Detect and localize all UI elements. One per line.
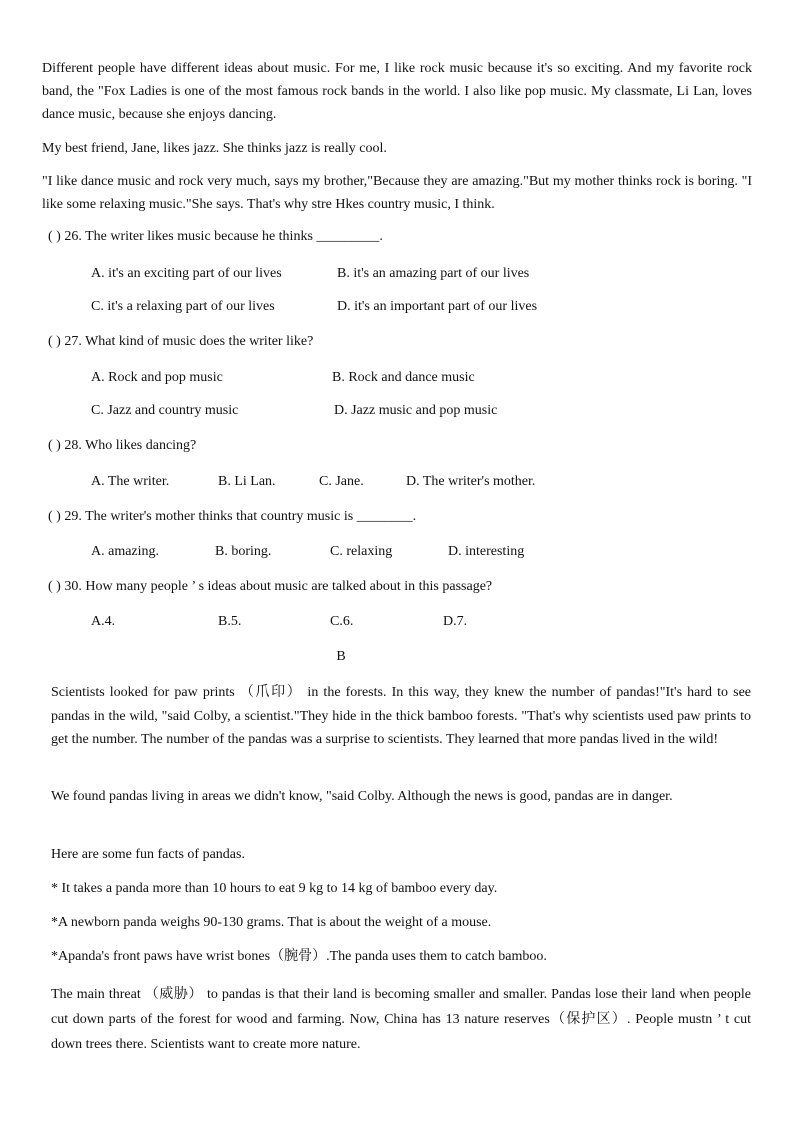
answer-blank[interactable]: ( ) [48,334,61,349]
paragraph-text: *Apanda's front paws have wrist bones（腕骨）.The panda uses them to catch bamboo. [51,949,547,964]
question-30 [48,579,492,595]
passage-b-paragraph-3 [51,843,751,867]
question-29 [48,509,416,525]
option-a: A. amazing. [91,544,160,559]
option-c: C. Jazz and country music [91,403,239,418]
paragraph-text: Scientists looked for paw prints （爪印） in the forests. In this way, they knew the number of pandas!"It's hard to see pandas in the wild, "said Colby, a scientist."They hide in the thick bamboo forests. "That's why scientists used paw prints to get the number. The number of the pandas was a surprise to scientists. They learned that more pandas lived in the wild! [51,685,751,747]
question-28 [48,438,196,454]
paragraph-text: Here are some fun facts of pandas. [51,847,245,862]
paragraph-text: "I like dance music and rock very much, says my brother,"Because they are amazing."But my mother thinks rock is boring. "I like some relaxing music."She says. That's why stre Hkes country music, I think. [42,174,752,212]
option-d: D. it's an important part of our lives [337,299,538,314]
option-c: C.6. [330,614,354,629]
option-b: B.5. [218,614,242,629]
option-d: D. The writer's mother. [406,474,536,489]
option-d: D. interesting [448,544,525,559]
question-27 [48,334,313,350]
option-b: B. Rock and dance music [332,370,475,385]
passage-b-paragraph-2 [51,785,751,809]
paragraph-text: * It takes a panda more than 10 hours to eat 9 kg to 14 kg of bamboo every day. [51,881,498,896]
question-stem: 29. The writer's mother thinks that country music is ________. [64,509,417,524]
option-c: C. relaxing [330,544,393,559]
option-a: A. Rock and pop music [91,370,223,385]
fact-3 [51,945,751,969]
passage-b-paragraph-1 [51,681,751,752]
question-26 [48,229,383,245]
question-stem: 28. Who likes dancing? [64,438,197,453]
option-d: D.7. [443,614,468,629]
paragraph-text: The main threat （威胁） to pandas is that their land is becoming smaller and smaller. Pandas lose their land when people cut down parts of the forest for wood and farming. Now, China has 13 nature reserves（保护区）. People mustn ’ t cut down trees there. Scientists want to create more nature. [51,987,751,1052]
option-d: D. Jazz music and pop music [334,403,498,418]
option-a: A. it's an exciting part of our lives [91,266,282,281]
paragraph-text: Different people have different ideas about music. For me, I like rock music because it's so exciting. And my favorite rock band, the "Fox Ladies is one of the most famous rock bands in the world. I also like pop music. My classmate, Li Lan, loves dance music, because she enjoys dancing. [42,61,752,122]
option-a: A.4. [91,614,116,629]
answer-blank[interactable]: ( ) [48,509,61,524]
answer-blank[interactable]: ( ) [48,579,61,594]
passage-a-paragraph-1 [42,57,752,126]
option-b: B. Li Lan. [218,474,276,489]
passage-b-paragraph-7 [51,982,751,1057]
passage-a-paragraph-2 [42,137,752,160]
passage-a-paragraph-3 [42,170,752,216]
question-stem: 27. What kind of music does the writer like? [64,334,314,349]
paragraph-text: My best friend, Jane, likes jazz. She thinks jazz is really cool. [42,141,387,156]
option-c: C. it's a relaxing part of our lives [91,299,275,314]
fact-1 [51,877,751,901]
paragraph-text: We found pandas living in areas we didn't know, "said Colby. Although the news is good, pandas are in danger. [51,789,673,804]
question-stem: 26. The writer likes music because he thinks _________. [64,229,383,244]
option-b: B. boring. [215,544,272,559]
paragraph-text: *A newborn panda weighs 90-130 grams. That is about the weight of a mouse. [51,915,492,930]
answer-blank[interactable]: ( ) [48,229,61,244]
answer-blank[interactable]: ( ) [48,438,61,453]
option-a: A. The writer. [91,474,170,489]
option-b: B. it's an amazing part of our lives [337,266,530,281]
fact-2 [51,911,751,935]
question-stem: 30. How many people ’ s ideas about music are talked about in this passage? [64,579,493,594]
section-b-heading: B [336,649,346,664]
option-c: C. Jane. [319,474,364,489]
